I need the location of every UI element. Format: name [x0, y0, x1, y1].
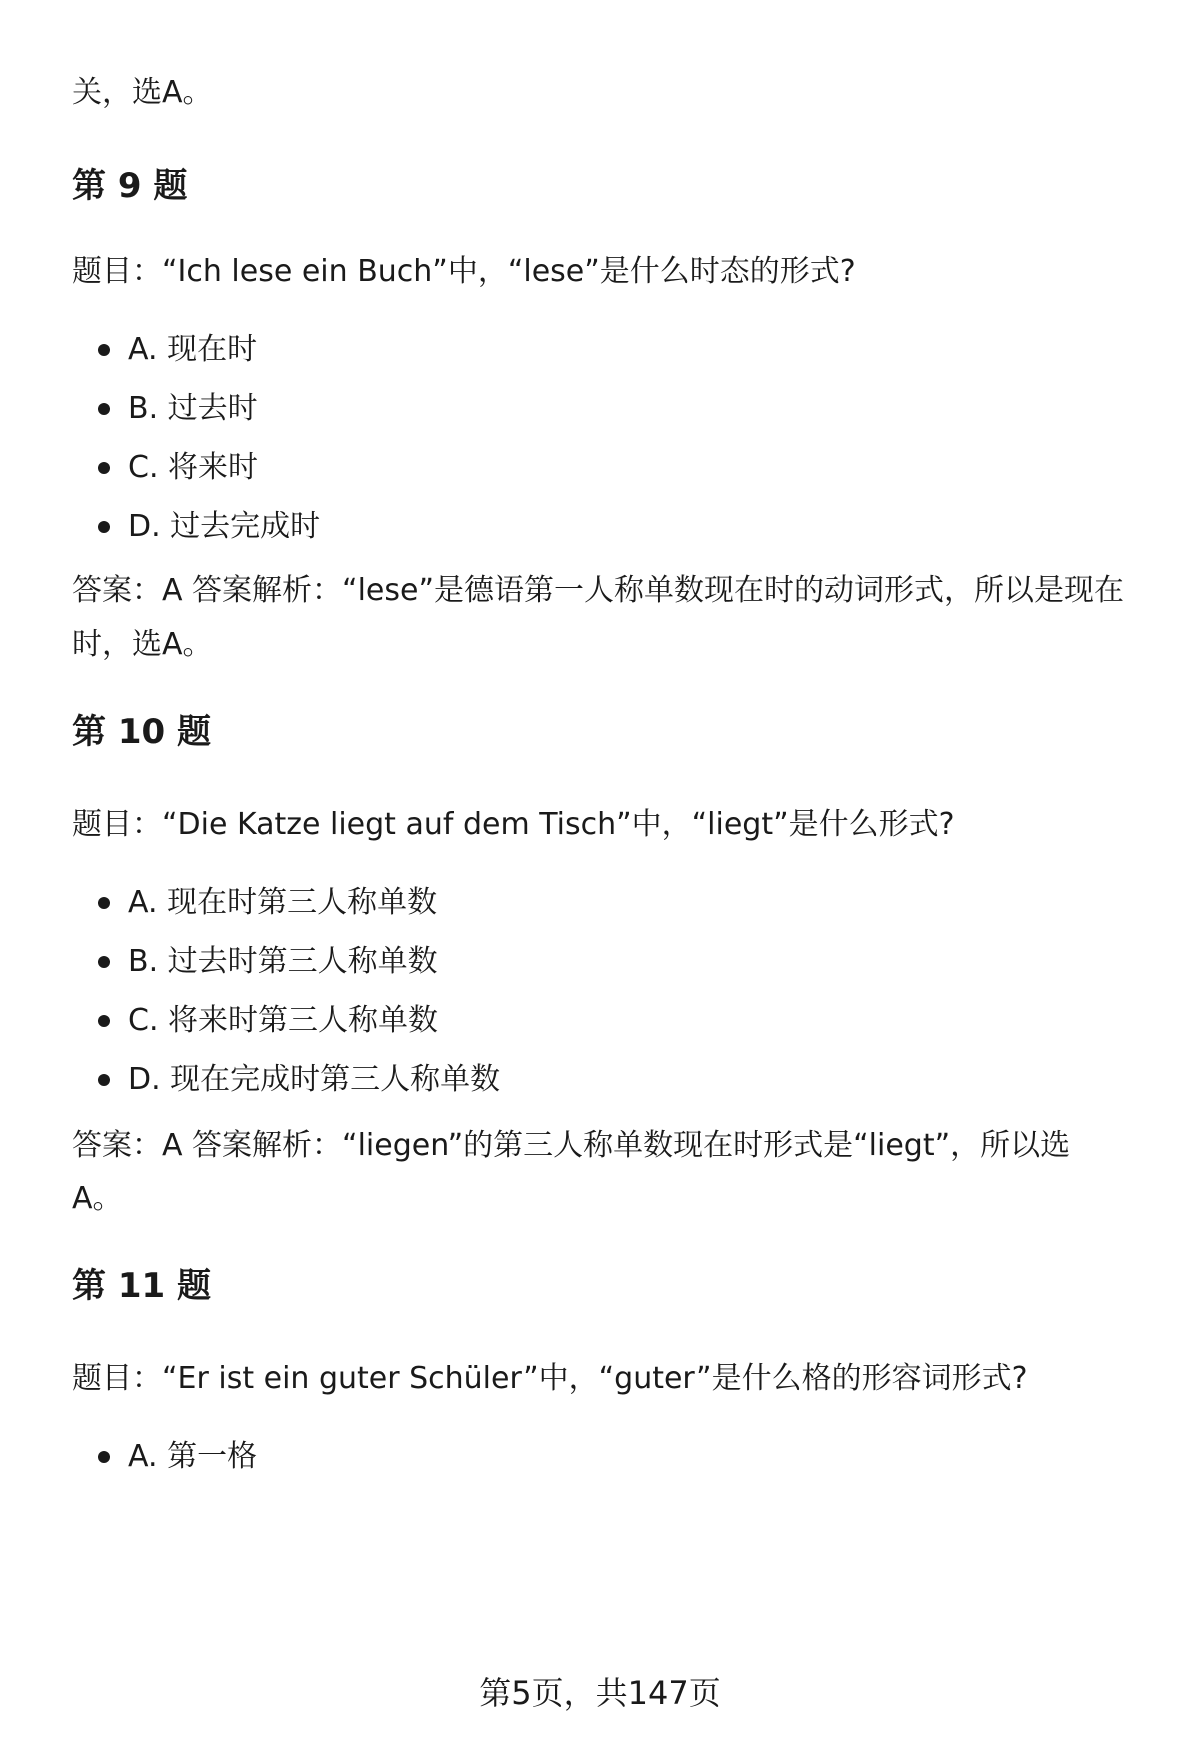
- option-item: A. 现在时: [72, 320, 1152, 379]
- question-9-answer-line-2: 时，选A。: [72, 627, 213, 662]
- option-item: C. 将来时第三人称单数: [72, 991, 1152, 1050]
- option-item: A. 第一格: [72, 1427, 1152, 1486]
- question-11-options: [0, 1427, 1152, 1486]
- question-9-heading: 第 9 题: [72, 166, 188, 206]
- option-item: A. 现在时第三人称单数: [72, 873, 1152, 932]
- bullet-icon: [98, 403, 110, 415]
- option-item: C. 将来时: [72, 438, 1152, 497]
- bullet-icon: [98, 956, 110, 968]
- bullet-icon: [98, 1074, 110, 1086]
- question-10-heading: 第 10 题: [72, 712, 211, 752]
- bullet-icon: [98, 462, 110, 474]
- bullet-icon: [98, 344, 110, 356]
- question-10-prompt: 题目：“Die Katze liegt auf dem Tisch”中，“liegt”是什么形式?: [72, 807, 955, 842]
- question-9-answer-line-1: 答案：A 答案解析：“lese”是德语第一人称单数现在时的动词形式，所以是现在: [72, 573, 1125, 608]
- question-10-answer-line-2: A。: [72, 1181, 123, 1216]
- intro-tail-text: 关，选A。: [72, 75, 213, 110]
- bullet-icon: [98, 1015, 110, 1027]
- question-10-options: [0, 873, 1152, 1109]
- option-item: B. 过去时: [72, 379, 1152, 438]
- question-10-answer-line-1: 答案：A 答案解析：“liegen”的第三人称单数现在时形式是“liegt”，所以选: [72, 1128, 1071, 1163]
- option-item: D. 过去完成时: [72, 497, 1152, 556]
- option-item: B. 过去时第三人称单数: [72, 932, 1152, 991]
- bullet-icon: [98, 897, 110, 909]
- question-11-prompt: 题目：“Er ist ein guter Schüler”中，“guter”是什么格的形容词形式?: [72, 1361, 1028, 1396]
- question-9-options: [0, 320, 1152, 556]
- question-11-heading: 第 11 题: [72, 1266, 211, 1306]
- bullet-icon: [98, 1451, 110, 1463]
- bullet-icon: [98, 521, 110, 533]
- question-9-prompt: 题目：“Ich lese ein Buch”中，“lese”是什么时态的形式?: [72, 254, 856, 289]
- option-item: D. 现在完成时第三人称单数: [72, 1050, 1152, 1109]
- page-number-footer: 第5页，共147页: [479, 1674, 721, 1712]
